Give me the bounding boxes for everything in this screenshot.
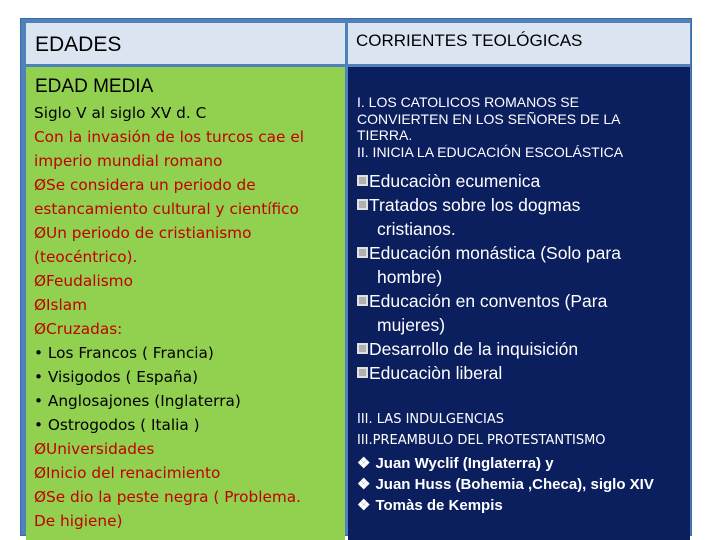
section-iii-list — [357, 409, 689, 451]
list-item: ØIslam — [34, 296, 88, 314]
list-item: Siglo V al siglo XV d. C — [34, 104, 207, 122]
left-title: EDAD MEDIA — [35, 76, 154, 97]
list-item — [357, 453, 685, 474]
reformers-list — [357, 453, 685, 516]
education-item: Educación monástica (Solo para — [369, 243, 621, 263]
list-item: ØSe dio la peste negra ( Problema. — [34, 488, 302, 506]
education-item: Educaciòn ecumenica — [369, 171, 541, 191]
square-bullet-icon — [357, 295, 368, 306]
list-item: I. LOS CATOLICOS ROMANOS SE — [357, 94, 579, 110]
left-body-cell — [26, 67, 345, 540]
list-item: ØUniversidades — [34, 440, 155, 458]
list-item — [357, 241, 689, 265]
list-item: ØFeudalismo — [34, 272, 133, 290]
list-item: ØSe considera un periodo de — [34, 176, 256, 194]
list-item: ØCruzadas: — [34, 320, 123, 338]
square-bullet-icon — [357, 199, 368, 210]
list-item: De higiene) — [34, 512, 123, 530]
list-item — [357, 495, 685, 516]
diamond-bullet-icon: ❖ — [357, 455, 371, 472]
education-list — [357, 169, 689, 385]
header-cell-edades — [26, 23, 345, 64]
list-item: • Anglosajones (Inglaterra) — [34, 392, 241, 410]
diamond-bullet-icon: ❖ — [357, 476, 371, 493]
square-bullet-icon — [357, 175, 368, 186]
reformer-item: Juan Wyclif (Inglaterra) y — [375, 455, 554, 472]
list-item — [357, 361, 689, 385]
header-corrientes-teologicas: CORRIENTES TEOLÓGICAS — [356, 31, 583, 50]
list-item: (teocéntrico). — [34, 248, 138, 266]
list-item: ØUn periodo de cristianismo — [34, 224, 252, 242]
list-item: estancamiento cultural y científico — [34, 200, 299, 218]
list-item: mujeres) — [377, 315, 446, 335]
list-item: II. INICIA LA EDUCACIÓN ESCOLÁSTICA — [357, 143, 624, 160]
header-edades: EDADES — [35, 33, 122, 56]
list-item: Con la invasión de los turcos cae el — [34, 128, 304, 146]
list-item: ØInicio del renacimiento — [34, 464, 221, 482]
reformer-item: Juan Huss (Bohemia ,Checa), siglo XIV — [375, 476, 654, 493]
education-item: Tratados sobre los dogmas — [369, 195, 581, 215]
education-item: Educaciòn liberal — [369, 363, 503, 383]
list-item: CONVIERTEN EN LOS SEÑORES DE LA — [357, 110, 621, 127]
list-item — [357, 289, 689, 313]
list-item: III. LAS INDULGENCIAS — [357, 412, 504, 427]
list-item — [357, 193, 689, 217]
right-body-cell — [348, 67, 690, 540]
header-cell-corrientes — [348, 23, 690, 64]
list-item: imperio mundial romano — [34, 152, 223, 170]
list-item: TIERRA. — [357, 127, 413, 143]
square-bullet-icon — [357, 343, 368, 354]
list-item — [357, 474, 685, 495]
education-item: Educación en conventos (Para — [369, 291, 608, 311]
square-bullet-icon — [357, 367, 368, 378]
list-item: cristianos. — [377, 219, 456, 239]
list-item: • Ostrogodos ( Italia ) — [34, 416, 200, 434]
diamond-bullet-icon: ❖ — [357, 497, 371, 514]
list-item: • Visigodos ( España) — [34, 368, 199, 386]
list-item: hombre) — [377, 267, 443, 287]
education-item: Desarrollo de la inquisición — [369, 339, 579, 359]
list-item — [357, 337, 689, 361]
list-item: III.PREAMBULO DEL PROTESTANTISMO — [357, 433, 606, 448]
list-item: • Los Francos ( Francia) — [34, 344, 214, 362]
list-item — [357, 169, 689, 193]
square-bullet-icon — [357, 247, 368, 258]
intro-list — [357, 94, 687, 160]
reformer-item: Tomàs de Kempis — [375, 497, 503, 514]
left-list — [34, 101, 340, 533]
